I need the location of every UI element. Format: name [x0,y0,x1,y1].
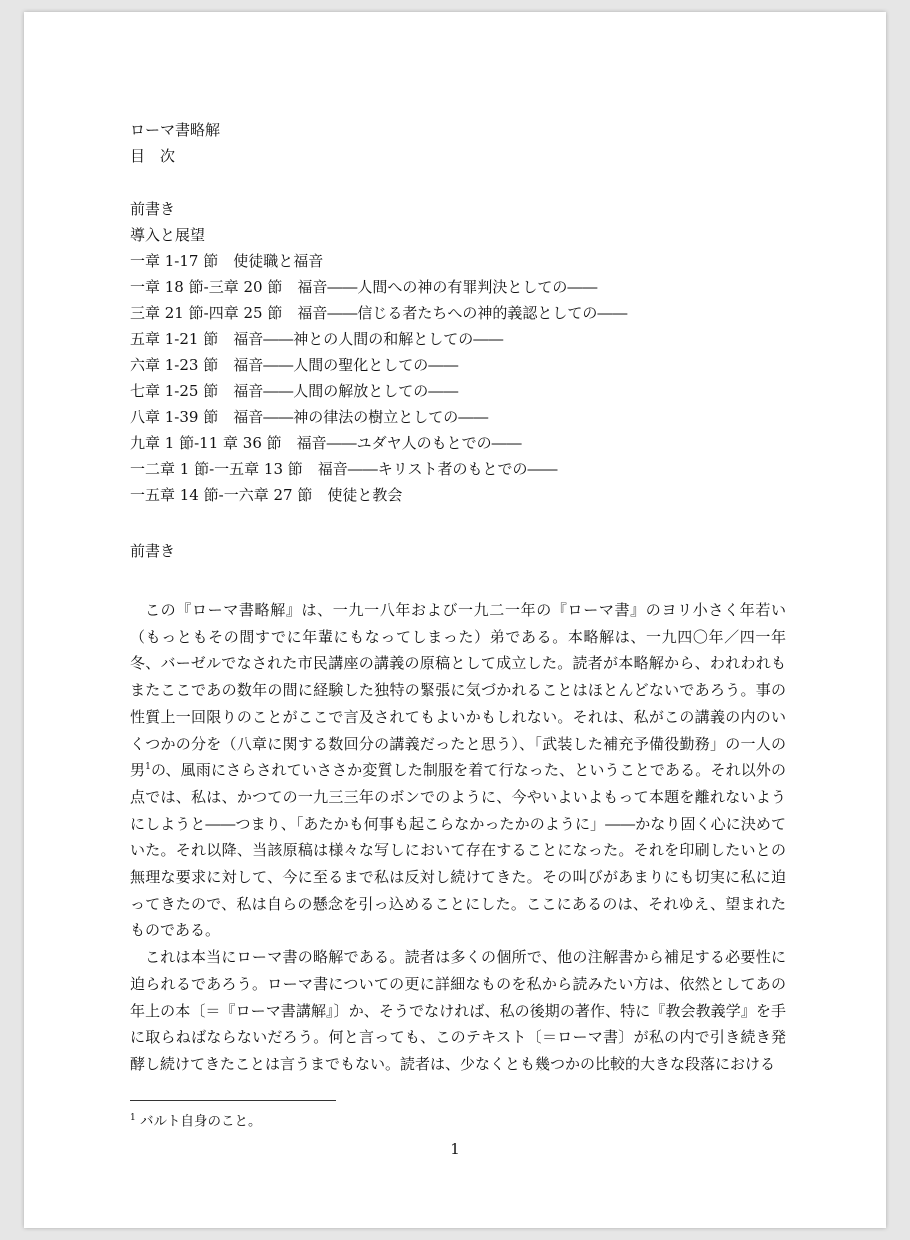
toc-item: 九章 1 節-11 章 36 節 福音――ユダヤ人のもとでの―― [130,434,522,452]
section-heading: 前書き [130,542,176,560]
footnote [130,1108,262,1132]
toc-item: 五章 1-21 節 福音――神との人間の和解としての―― [130,330,504,348]
toc-item: 三章 21 節-四章 25 節 福音――信じる者たちへの神的義認としての―― [130,304,628,322]
document-page [24,12,886,1228]
toc-item: 六章 1-23 節 福音――人間の聖化としての―― [130,356,459,374]
toc-item: 一五章 14 節-一六章 27 節 使徒と教会 [130,486,403,504]
footnote-text: バルト自身のこと。 [140,1113,262,1130]
paragraph [130,597,786,944]
toc-item: 導入と展望 [130,226,206,244]
footnote-number: 1 [130,1113,136,1123]
toc-item: 一章 1-17 節 使徒職と福音 [130,252,324,270]
body-text [130,597,786,1078]
title-section [130,117,220,169]
footnote-divider [130,1100,336,1101]
toc-item: 七章 1-25 節 福音――人間の解放としての―― [130,382,459,400]
document-title: ローマ書略解 [130,121,221,139]
page-number: 1 [450,1140,460,1158]
toc-item: 前書き [130,200,176,218]
toc-label: 目 次 [130,147,176,165]
toc-item: 八章 1-39 節 福音――神の律法の樹立としての―― [130,408,489,426]
paragraph-text: の、風雨にさらされていささか変質した制服を着て行なった、ということである。それ以外の点では、私は、かつての一九三三年のボンでのように、今やいよいよもって本題を離れないようにしようと――つまり、「あたかも何事も起こらなかったかのように」――かなり固く心に決めていた。それ以降、当該原稿は様々な写しにおいて存在することになった。それを印刷したいとの無理な要求に対して、今に至るまで私は反対し続けてきた。その叫びがあまりにも切実に私に迫ってきたので、私は自らの懸念を引っ込めることにした。ここにあるのは、それゆえ、望まれたものである。 [130,761,786,940]
paragraph-text: この『ローマ書略解』は、一九一八年および一九二一年の『ローマ書』のヨリ小さく年若い（もっともその間すでに年輩にもなってしまった）弟である。本略解は、一九四〇年／四一年冬、バーゼルでなされた市民講座の講義の原稿として成立した。読者が本略解から、われわれもまたここであの数年の間に経験した独特の緊張に気づかれることはほとんどないであろう。事の性質上一回限りのことがここで言及されてもよいかもしれない。それは、私がこの講義の内のいくつかの分を（八章に関する数回分の講義だったと思う）、「武装した補充予備役勤務」の一人の男 [130,601,786,780]
table-of-contents [130,196,627,508]
section-heading-block [130,538,175,564]
toc-item: 一章 18 節-三章 20 節 福音――人間への神の有罪判決としての―― [130,278,598,296]
paragraph: これは本当にローマ書の略解である。読者は多くの個所で、他の注解書から補足する必要性に迫られるであろう。ローマ書についての更に詳細なものを私から読みたい方は、依然としてあの年上の本〔＝『ローマ書講解』〕か、そうでなければ、私の後期の著作、特に『教会教義学』を手に取らねばならないだろう。何と言っても、このテキスト〔＝ローマ書〕が私の内で引き続き発酵し続けてきたことは言うまでもない。読者は、少なくとも幾つかの比較的大きな段落における [130,948,786,1073]
toc-item: 一二章 1 節-一五章 13 節 福音――キリスト者のもとでの―― [130,460,558,478]
footnote-reference[interactable]: 1 [145,762,151,773]
